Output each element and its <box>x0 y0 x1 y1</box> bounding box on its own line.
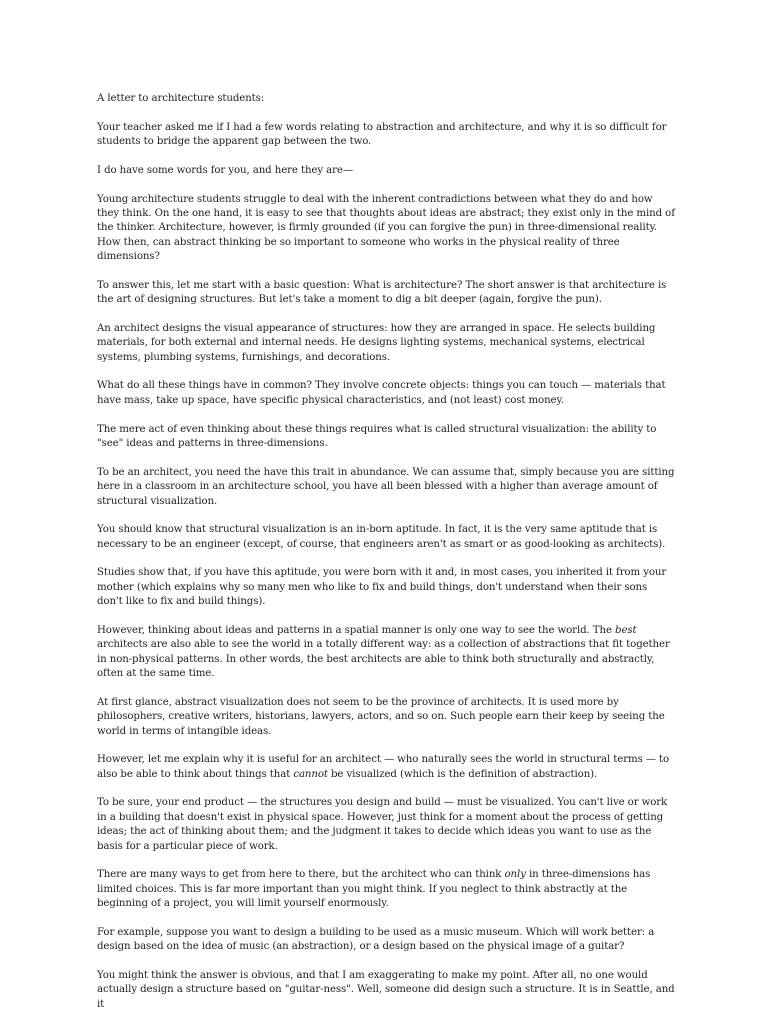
letter-paragraph <box>97 121 675 150</box>
paragraph-text: in three-dimensions has limited choices. This is far more important than you might think. If you neglect to think abstractly at the beginning of a project, you will limit yourself enormously. <box>97 869 651 910</box>
emphasis-text: best <box>615 624 637 636</box>
letter-salutation: A letter to architecture students: <box>97 93 265 104</box>
letter-paragraph <box>97 566 675 609</box>
paragraph-text: For example, suppose you want to design a building to be used as a music museum. Which will work better: a design based on the idea of music (an abstraction), or a design based on the physical image of a guitar? <box>97 926 655 953</box>
paragraph-text: To be an architect, you need the have this trait in abundance. We can assume that, simply because you are sitting here in a classroom in an architecture school, you have all been blessed with a higher than average amount of structural visualization. <box>97 466 675 507</box>
letter-paragraph <box>97 753 675 782</box>
paragraph-text: There are many ways to get from here to there, but the architect who can think <box>97 869 505 881</box>
letter-paragraph <box>97 624 675 682</box>
emphasis-text: only <box>504 869 526 881</box>
letter-paragraph <box>97 379 675 408</box>
paragraph-text: To be sure, your end product — the structures you design and build — must be visualized. You can't live or work in a building that doesn't exist in physical space. However, just think for a moment about the process of getting ideas; the act of thinking about them; and the judgment it takes to decide which ideas you want to use as the basis for a particular piece of work. <box>97 797 668 852</box>
letter-paragraph <box>97 868 675 911</box>
emphasis-text: cannot <box>293 768 328 780</box>
letter-paragraph <box>97 423 675 452</box>
paragraph-text: To answer this, let me start with a basic question: What is architecture? The short answer is that architecture is the art of designing structures. But let's take a moment to dig a bit deeper (again, forgive the pun). <box>97 279 667 306</box>
paragraph-text: At first glance, abstract visualization does not seem to be the province of architects. It is used more by philosophers, creative writers, historians, lawyers, actors, and so on. Such people earn their keep by seeing the world in terms of intangible ideas. <box>97 696 665 737</box>
paragraph-text: architects are also able to see the world in a totally different way: as a collection of abstractions that fit together in non-physical patterns. In other words, the best architects are able to think both structurally and abstractly, often at the same time. <box>97 639 670 680</box>
letter-paragraph <box>97 969 675 1012</box>
paragraph-text: You might think the answer is obvious, and that I am exaggerating to make my point. After all, no one would actually design a structure based on "guitar-ness". Well, someone did design such a structure. It is in Seattle, and it <box>97 969 675 1010</box>
letter-paragraph <box>97 466 675 509</box>
paragraph-text: You should know that structural visualization is an in-born aptitude. In fact, it is the very same aptitude that is necessary to be an engineer (except, of course, that engineers aren't as smart or as good-looking as architects). <box>97 524 666 550</box>
letter-paragraph <box>97 796 675 854</box>
letter-paragraph <box>97 322 675 365</box>
paragraph-text: I do have some words for you, and here they are— <box>97 164 353 176</box>
letter-page <box>97 92 675 1026</box>
paragraph-text: What do all these things have in common? They involve concrete objects: things you can touch — materials that have mass, take up space, have specific physical characteristics, and (not least) cost money. <box>97 380 666 406</box>
paragraph-text: Studies show that, if you have this aptitude, you were born with it and, in most cases, you inherited it from your mother (which explains why so many men who like to fix and build things, don't understand when their sons don't like to fix and build things). <box>97 567 667 608</box>
paragraph-text: The mere act of even thinking about these things requires what is called structural visualization: the ability to "see" ideas and patterns in three-dimensions. <box>97 423 657 449</box>
paragraph-text: However, thinking about ideas and patterns in a spatial manner is only one way to see the world. The <box>97 624 616 636</box>
paragraph-text: be visualized (which is the definition of abstraction). <box>327 768 598 780</box>
paragraph-text: An architect designs the visual appearance of structures: how they are arranged in space. He selects building materials, for both external and internal needs. He designs lighting systems, mechanical systems, electrical systems, plumbing systems, furnishings, and decorations. <box>97 322 656 363</box>
letter-paragraph <box>97 193 675 265</box>
letter-paragraph <box>97 926 675 955</box>
letter-paragraph <box>97 696 675 739</box>
paragraph-text: Your teacher asked me if I had a few words relating to abstraction and architecture, and why it is so difficult for students to bridge the apparent gap between the two. <box>97 121 667 148</box>
letter-paragraph <box>97 523 675 552</box>
paragraph-text: Young architecture students struggle to deal with the inherent contradictions between what they do and how they think. On the one hand, it is easy to see that thoughts about ideas are abstract; they exist only in the mind of the thinker. Architecture, however, is firmly grounded (if you can forgive the pun) in three-dimensional reality. How then, can abstract thinking be so important to someone who works in the physical reality of three dimensions? <box>97 193 675 263</box>
letter-paragraph <box>97 164 675 178</box>
letter-paragraph <box>97 279 675 308</box>
paragraph-text: However, let me explain why it is useful for an architect — who naturally sees the world in structural terms — to also be able to think about things that <box>97 754 670 780</box>
